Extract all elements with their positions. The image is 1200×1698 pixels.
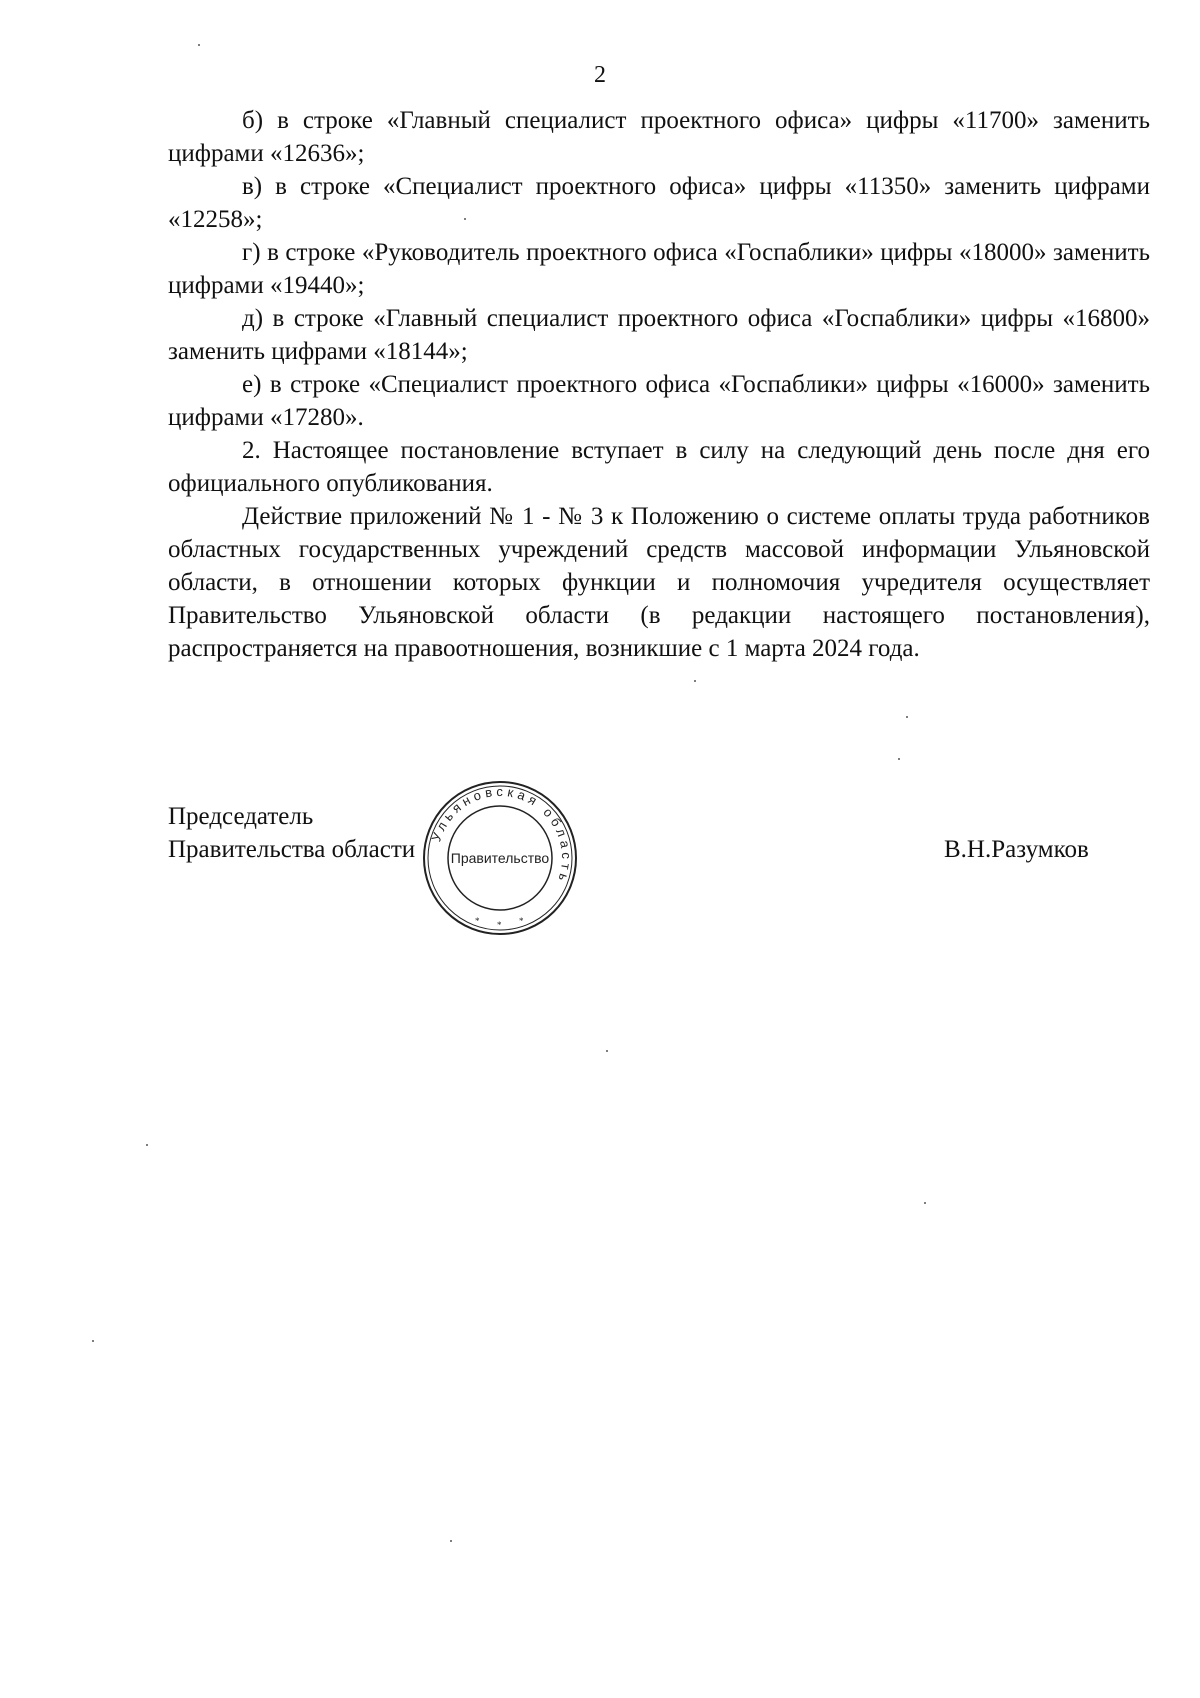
scan-speck: [92, 1340, 94, 1342]
paragraph-d: д) в строке «Главный специалист проектного офиса «Госпаблики» цифры «16800» заменить цифрами «18144»;: [168, 305, 1150, 365]
scan-speck: [198, 44, 200, 46]
seal-center-text: Правительство: [450, 850, 550, 866]
scan-speck: [694, 680, 696, 682]
paragraph-application-scope: Действие приложений № 1 - № 3 к Положению о системе оплаты труда работников областных государственных учреждений средств массовой информации Ульяновской области, в отношении которых функции и полномочия учредителя осуществляет Правительство Ульяновской области (в редакции настоящего постановления), распространяется на правоотношения, возникшие с 1 марта 2024 года.: [168, 503, 1150, 662]
signature-position-line1: Председатель: [168, 803, 314, 830]
scan-speck: [906, 716, 908, 718]
paragraph-2-effective-date: 2. Настоящее постановление вступает в силу на следующий день после дня его официального опубликования.: [168, 437, 1150, 497]
signature-position: [168, 800, 415, 866]
seal-star-left: *: [475, 916, 480, 926]
scan-speck: [450, 1540, 452, 1542]
paragraph-e: е) в строке «Специалист проектного офиса «Госпаблики» цифры «16000» заменить цифрами «17280».: [168, 371, 1150, 431]
seal-ring-text: Ульяновская область: [428, 783, 575, 887]
scan-speck: [898, 758, 900, 760]
signature-name: В.Н.Разумков: [944, 836, 1089, 863]
scan-speck: [924, 1202, 926, 1204]
scan-speck: [464, 218, 466, 220]
document-body: [168, 104, 1150, 665]
official-seal: [420, 778, 580, 938]
signature-position-line2: Правительства области: [168, 836, 416, 863]
scan-speck: [606, 1050, 608, 1052]
scan-speck: [146, 1144, 148, 1146]
paragraph-g: г) в строке «Руководитель проектного офиса «Госпаблики» цифры «18000» заменить цифрами «19440»;: [168, 239, 1150, 299]
seal-star-right: *: [519, 916, 524, 926]
seal-star-center: *: [497, 920, 502, 930]
paragraph-b: б) в строке «Главный специалист проектного офиса» цифры «11700» заменить цифрами «12636»;: [168, 107, 1150, 167]
paragraph-v: в) в строке «Специалист проектного офиса» цифры «11350» заменить цифрами «12258»;: [168, 173, 1150, 233]
page-number: 2: [594, 62, 606, 88]
